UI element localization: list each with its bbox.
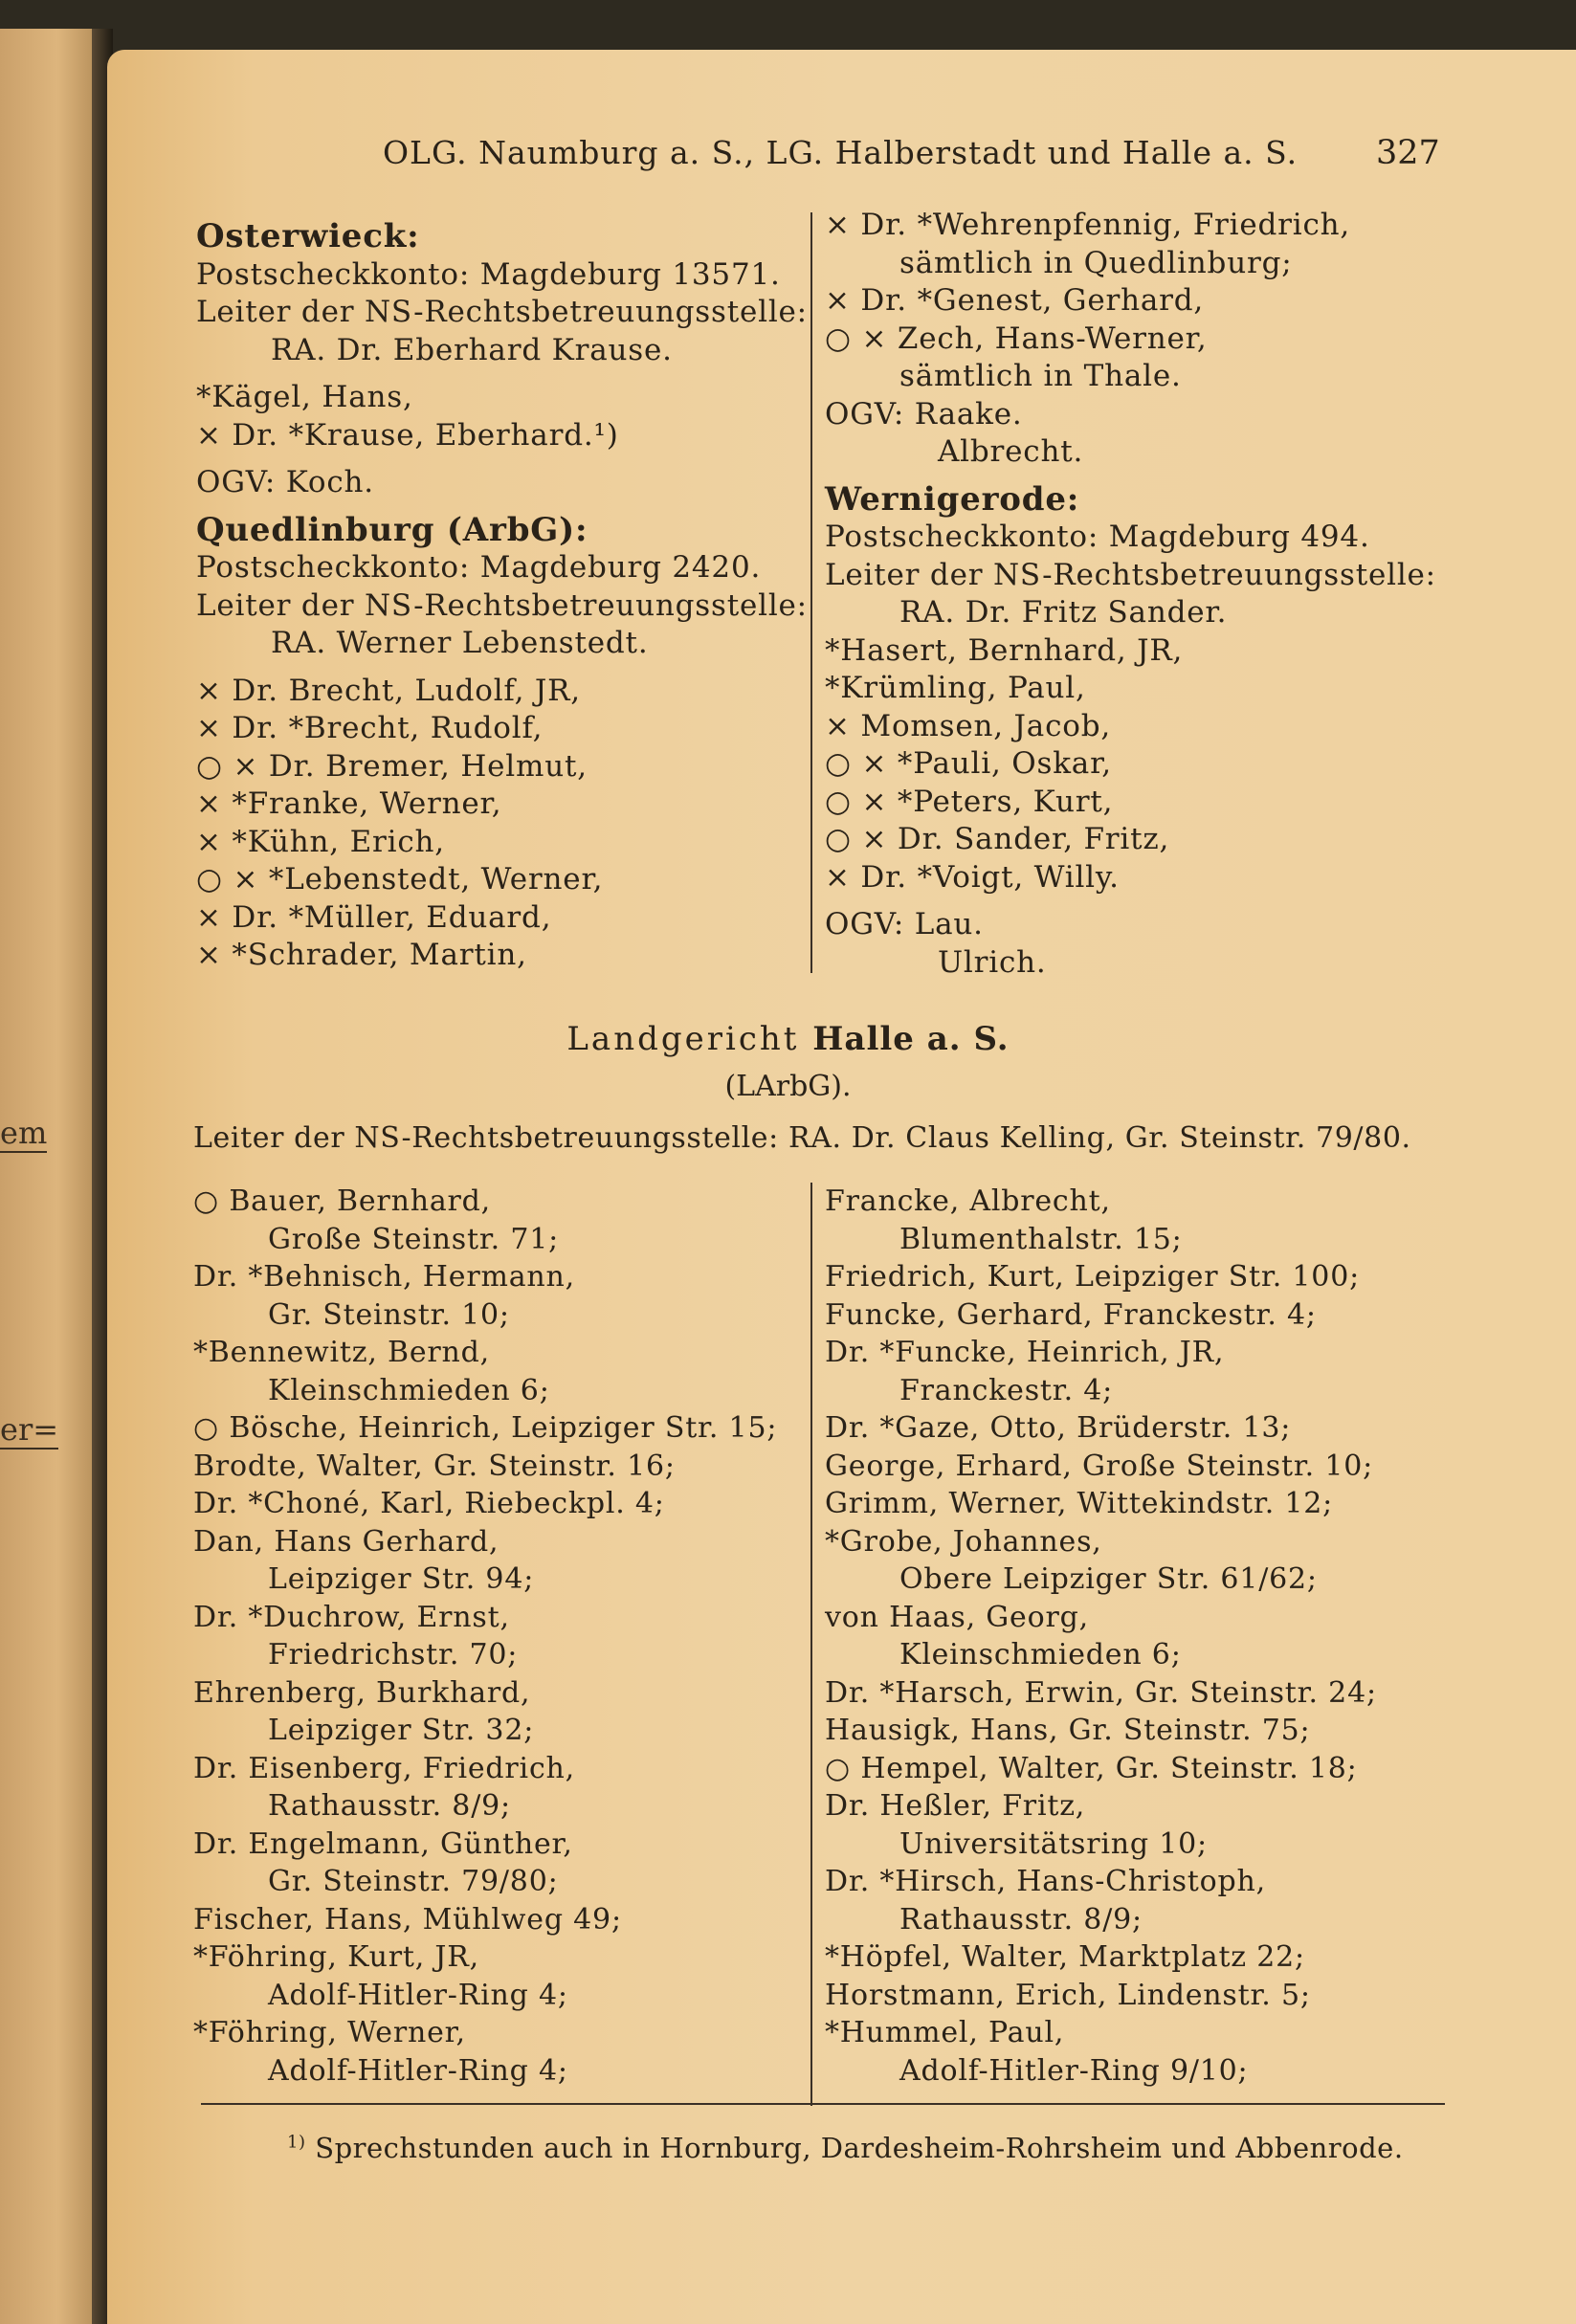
list-entry: ○ × *Pauli, Oskar,	[825, 746, 1112, 781]
entry-continuation: Blumenthalstr. 15;	[899, 1222, 1183, 1256]
entry-continuation: Große Steinstr. 71;	[268, 1222, 560, 1256]
list-entry: *Höpfel, Walter, Marktplatz 22;	[825, 1940, 1305, 1974]
column-divider	[810, 212, 812, 973]
court-leader: Leiter der NS-Rechtsbetreuungsstelle: RA. Dr. Claus Kelling, Gr. Steinstr. 79/80.	[193, 1121, 1411, 1155]
list-entry: × Dr. *Genest, Gerhard,	[825, 283, 1205, 318]
list-entry: Dr. Eisenberg, Friedrich,	[193, 1751, 576, 1785]
entry-continuation: Friedrichstr. 70;	[268, 1638, 519, 1671]
entry-continuation: Rathausstr. 8/9;	[268, 1789, 511, 1823]
list-entry: Postscheckkonto: Magdeburg 494.	[825, 520, 1370, 554]
list-entry: Funcke, Gerhard, Franckestr. 4;	[825, 1297, 1317, 1332]
court-title	[0, 1020, 1576, 1058]
list-entry: Leiter der NS-Rechtsbetreuungsstelle:	[825, 557, 1436, 592]
list-entry: ○ × *Peters, Kurt,	[825, 784, 1114, 819]
entry-continuation: Gr. Steinstr. 79/80;	[268, 1865, 559, 1898]
list-entry: ○ Hempel, Walter, Gr. Steinstr. 18;	[825, 1751, 1358, 1785]
running-header: OLG. Naumburg a. S., LG. Halberstadt und Halle a. S.	[383, 134, 1299, 171]
entry-continuation: sämtlich in Quedlinburg;	[899, 245, 1293, 280]
entry-continuation: Gr. Steinstr. 10;	[268, 1297, 510, 1332]
list-entry: Leiter der NS-Rechtsbetreuungsstelle:	[196, 295, 808, 329]
list-entry: × *Kühn, Erich,	[196, 824, 445, 859]
column-top-right	[825, 207, 1436, 982]
court-title-name: Halle a. S.	[812, 1020, 1010, 1058]
column-bottom-right	[825, 1183, 1377, 2090]
list-entry: von Haas, Georg,	[825, 1600, 1089, 1634]
list-entry: × *Franke, Werner,	[196, 786, 502, 821]
list-entry: Francke, Albrecht,	[825, 1184, 1111, 1218]
list-entry: ○ Bösche, Heinrich, Leipziger Str. 15;	[193, 1411, 778, 1445]
column-divider	[810, 1183, 812, 2106]
entry-continuation: Leipziger Str. 32;	[268, 1714, 535, 1747]
list-entry: *Hummel, Paul,	[825, 2016, 1065, 2049]
entry-continuation: sämtlich in Thale.	[899, 359, 1182, 393]
list-entry: ○ × Zech, Hans-Werner,	[825, 321, 1208, 356]
list-entry: × Dr. *Krause, Eberhard.¹)	[196, 417, 619, 453]
previous-page-fragment: er=	[0, 1411, 59, 1448]
list-entry: OGV: Koch.	[196, 465, 374, 499]
court-title-prefix: Landgericht	[566, 1020, 800, 1058]
list-entry: *Grobe, Johannes,	[825, 1524, 1102, 1559]
list-entry: Dr. *Duchrow, Ernst,	[193, 1600, 510, 1634]
entry-continuation: Adolf-Hitler-Ring 9/10;	[899, 2053, 1249, 2088]
list-entry: × Dr. *Müller, Eduard,	[196, 899, 552, 935]
entry-continuation: RA. Dr. Eberhard Krause.	[271, 332, 673, 367]
list-entry: *Kägel, Hans,	[196, 380, 413, 414]
list-entry: Dr. *Hirsch, Hans-Christoph,	[825, 1865, 1266, 1898]
list-entry: Dr. *Choné, Karl, Riebeckpl. 4;	[193, 1487, 665, 1520]
list-entry: George, Erhard, Große Steinstr. 10;	[825, 1449, 1374, 1483]
entry-continuation: Universitätsring 10;	[899, 1826, 1208, 1861]
list-entry: OGV: Raake.	[825, 396, 1023, 432]
entry-continuation: Obere Leipziger Str. 61/62;	[899, 1562, 1318, 1596]
entry-continuation: Rathausstr. 8/9;	[899, 1902, 1143, 1937]
footnote-text: Sprechstunden auch in Hornburg, Dardesheim-Rohrsheim und Abbenrode.	[315, 2132, 1404, 2164]
list-entry: Fischer, Hans, Mühlweg 49;	[193, 1902, 622, 1937]
footnote-marker: 1)	[287, 2132, 306, 2153]
list-entry: OGV: Lau.	[825, 907, 984, 941]
list-entry: × Dr. *Brecht, Rudolf,	[196, 711, 544, 745]
list-entry: Brodte, Walter, Gr. Steinstr. 16;	[193, 1449, 676, 1483]
list-entry: ○ × Dr. Sander, Fritz,	[825, 822, 1170, 856]
list-entry: × *Schrader, Martin,	[196, 938, 527, 972]
entry-continuation: Ulrich.	[938, 944, 1047, 980]
list-entry: Grimm, Werner, Wittekindstr. 12;	[825, 1487, 1334, 1520]
footnote	[287, 2132, 1404, 2164]
list-entry: Dr. *Funcke, Heinrich, JR,	[825, 1336, 1225, 1369]
court-subtitle: (LArbG).	[724, 1070, 852, 1103]
section-heading: Osterwieck:	[196, 217, 420, 255]
list-entry: Friedrich, Kurt, Leipziger Str. 100;	[825, 1260, 1360, 1294]
list-entry: Dr. *Harsch, Erwin, Gr. Steinstr. 24;	[825, 1675, 1377, 1710]
entry-continuation: Leipziger Str. 94;	[268, 1562, 535, 1596]
entry-continuation: RA. Werner Lebenstedt.	[271, 626, 649, 660]
entry-continuation: Kleinschmieden 6;	[899, 1638, 1182, 1671]
section-heading: Quedlinburg (ArbG):	[196, 510, 588, 549]
entry-continuation: RA. Dr. Fritz Sander.	[899, 595, 1228, 630]
list-entry: ○ Bauer, Bernhard,	[193, 1184, 491, 1218]
list-entry: Dr. Engelmann, Günther,	[193, 1826, 573, 1861]
list-entry: × Dr. *Wehrenpfennig, Friedrich,	[825, 208, 1351, 242]
section-heading: Wernigerode:	[825, 479, 1080, 519]
page-number: 327	[1376, 134, 1440, 172]
list-entry: *Hasert, Bernhard, JR,	[825, 632, 1184, 668]
list-entry: *Bennewitz, Bernd,	[193, 1336, 491, 1369]
previous-page-fragment: em	[0, 1115, 48, 1151]
list-entry: *Föhring, Kurt, JR,	[193, 1940, 479, 1974]
list-entry: × Dr. Brecht, Ludolf, JR,	[196, 673, 581, 708]
footnote-rule	[201, 2103, 1445, 2105]
list-entry: Dr. *Gaze, Otto, Brüderstr. 13;	[825, 1411, 1292, 1445]
list-entry: × Momsen, Jacob,	[825, 708, 1111, 743]
column-bottom-left	[193, 1183, 777, 2090]
list-entry: Ehrenberg, Burkhard,	[193, 1675, 531, 1710]
list-entry: Postscheckkonto: Magdeburg 2420.	[196, 550, 762, 585]
list-entry: *Krümling, Paul,	[825, 671, 1086, 705]
list-entry: Postscheckkonto: Magdeburg 13571.	[196, 256, 781, 292]
entry-continuation: Albrecht.	[938, 434, 1084, 469]
list-entry: Dr. *Behnisch, Hermann,	[193, 1260, 575, 1294]
list-entry: *Föhring, Werner,	[193, 2016, 466, 2049]
list-entry: Horstmann, Erich, Lindenstr. 5;	[825, 1978, 1311, 2012]
list-entry: ○ × Dr. Bremer, Helmut,	[196, 748, 588, 784]
list-entry: × Dr. *Voigt, Willy.	[825, 859, 1120, 895]
entry-continuation: Kleinschmieden 6;	[268, 1373, 550, 1407]
list-entry: Leiter der NS-Rechtsbetreuungsstelle:	[196, 587, 808, 623]
entry-continuation: Adolf-Hitler-Ring 4;	[268, 2053, 568, 2088]
list-entry: Dr. Heßler, Fritz,	[825, 1789, 1086, 1823]
column-top-left	[196, 218, 808, 975]
previous-page-edge	[0, 29, 96, 2324]
list-entry: ○ × *Lebenstedt, Werner,	[196, 862, 604, 896]
entry-continuation: Adolf-Hitler-Ring 4;	[268, 1978, 568, 2012]
list-entry: Dan, Hans Gerhard,	[193, 1524, 499, 1559]
list-entry: Hausigk, Hans, Gr. Steinstr. 75;	[825, 1714, 1311, 1747]
entry-continuation: Franckestr. 4;	[899, 1373, 1114, 1407]
